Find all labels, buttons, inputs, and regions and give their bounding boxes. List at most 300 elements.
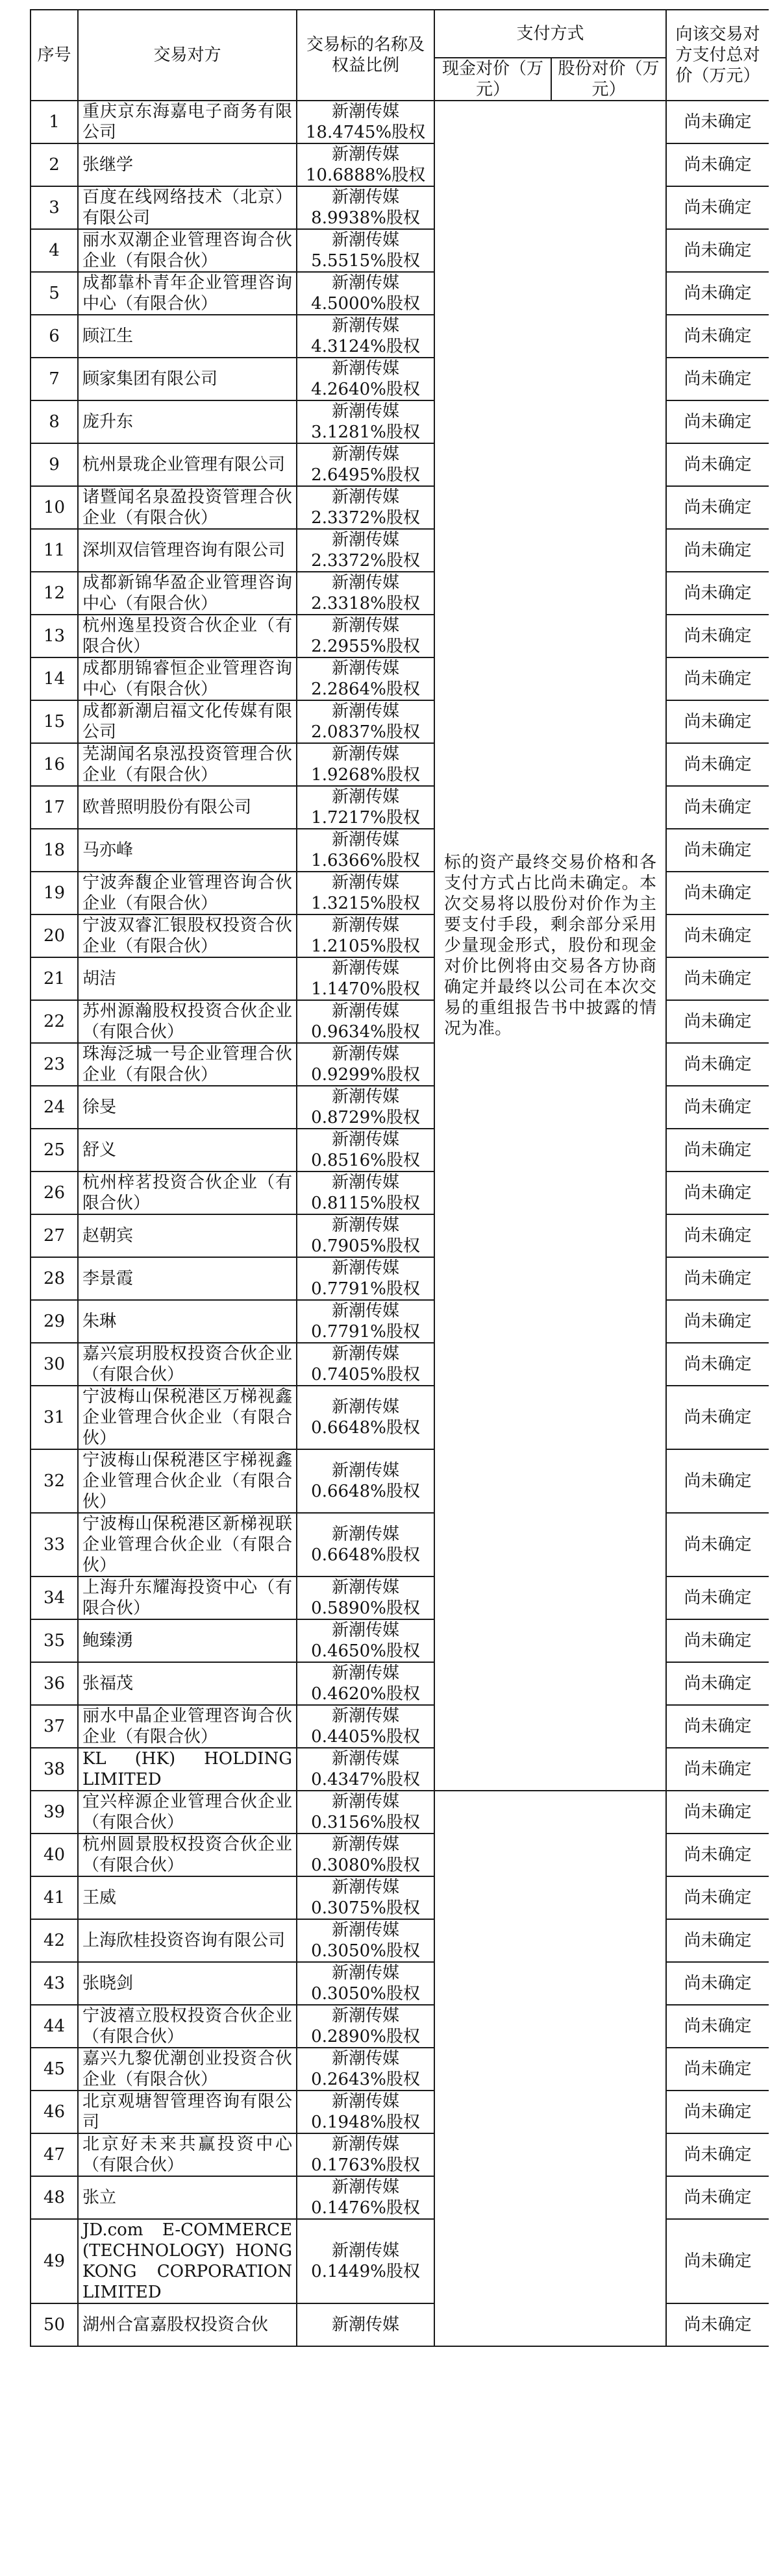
target-name: 新潮传媒 [331, 1087, 399, 1107]
row-seq: 29 [31, 1300, 78, 1343]
row-target [297, 2176, 434, 2219]
row-seq: 20 [31, 914, 78, 957]
row-target [297, 1662, 434, 1705]
row-counterparty: 张晓剑 [78, 1962, 297, 2005]
row-total: 尚未确定 [666, 2176, 769, 2219]
target-name: 新潮传媒 [331, 2006, 399, 2026]
header-cash: 现金对价（万元） [434, 58, 551, 101]
target-name: 新潮传媒 [331, 1878, 399, 1897]
row-total: 尚未确定 [666, 957, 769, 1000]
target-ratio: 0.1948%股权 [311, 2113, 420, 2132]
row-total: 尚未确定 [666, 315, 769, 358]
row-seq: 13 [31, 615, 78, 657]
row-target [297, 272, 434, 315]
row-total: 尚未确定 [666, 1171, 769, 1214]
target-name: 新潮传媒 [331, 2315, 399, 2335]
target-name: 新潮传媒 [331, 1963, 399, 1983]
row-total: 尚未确定 [666, 1129, 769, 1171]
row-target [297, 315, 434, 358]
target-name: 新潮传媒 [331, 316, 399, 336]
target-ratio: 0.6648%股权 [311, 1482, 420, 1501]
row-total: 尚未确定 [666, 1513, 769, 1576]
row-target [297, 615, 434, 657]
row-seq: 16 [31, 743, 78, 786]
row-total: 尚未确定 [666, 743, 769, 786]
row-counterparty: 嘉兴九黎优潮创业投资合伙企业（有限合伙） [78, 2048, 297, 2091]
row-seq: 15 [31, 700, 78, 743]
row-target [297, 1876, 434, 1919]
row-target [297, 143, 434, 186]
row-target [297, 2091, 434, 2133]
target-ratio: 1.3215%股权 [311, 894, 420, 913]
row-total: 尚未确定 [666, 143, 769, 186]
row-target [297, 400, 434, 443]
row-seq: 9 [31, 443, 78, 486]
row-counterparty: 马亦峰 [78, 829, 297, 872]
row-counterparty: 张继学 [78, 143, 297, 186]
row-seq: 22 [31, 1000, 78, 1043]
row-seq: 26 [31, 1171, 78, 1214]
row-total: 尚未确定 [666, 1576, 769, 1619]
target-ratio: 0.4650%股权 [311, 1641, 420, 1661]
row-total: 尚未确定 [666, 829, 769, 872]
row-target [297, 1576, 434, 1619]
row-seq: 7 [31, 358, 78, 400]
row-counterparty: 百度在线网络技术（北京）有限公司 [78, 186, 297, 229]
target-name: 新潮传媒 [331, 573, 399, 593]
target-name: 新潮传媒 [331, 1792, 399, 1811]
header-counterparty: 交易对方 [78, 10, 297, 101]
target-ratio: 10.6888%股权 [305, 166, 426, 185]
target-ratio: 0.5890%股权 [311, 1599, 420, 1618]
row-total: 尚未确定 [666, 872, 769, 914]
row-target [297, 229, 434, 272]
row-seq: 40 [31, 1834, 78, 1876]
row-seq: 41 [31, 1876, 78, 1919]
target-name: 新潮传媒 [331, 702, 399, 721]
row-total: 尚未确定 [666, 101, 769, 143]
row-total: 尚未确定 [666, 1214, 769, 1257]
row-total: 尚未确定 [666, 2219, 769, 2303]
row-seq: 34 [31, 1576, 78, 1619]
target-ratio: 0.7791%股权 [311, 1322, 420, 1342]
row-seq: 35 [31, 1619, 78, 1662]
row-counterparty: 丽水中晶企业管理咨询合伙企业（有限合伙） [78, 1705, 297, 1748]
row-total: 尚未确定 [666, 186, 769, 229]
row-counterparty: 宁波奔馥企业管理咨询合伙企业（有限合伙） [78, 872, 297, 914]
row-target [297, 1619, 434, 1662]
row-target [297, 486, 434, 529]
row-target [297, 1513, 434, 1576]
row-counterparty: 成都新潮启福文化传媒有限公司 [78, 700, 297, 743]
target-name: 新潮传媒 [331, 959, 399, 978]
row-total: 尚未确定 [666, 1043, 769, 1086]
row-seq: 1 [31, 101, 78, 143]
row-total: 尚未确定 [666, 615, 769, 657]
target-ratio: 0.8115%股权 [311, 1194, 420, 1213]
row-total: 尚未确定 [666, 1705, 769, 1748]
payment-method-note: 标的资产最终交易价格和各支付方式占比尚未确定。本次交易将以股份对价作为主要支付手段，剩余部分采用少量现金形式，股份和现金对价比例将由交易各方协商确定并最终以公司在本次交易的重组报告书中披露的情况为准。 [434, 101, 666, 1791]
row-counterparty: 苏州源瀚股权投资合伙企业（有限合伙） [78, 1000, 297, 1043]
row-counterparty: 鲍臻湧 [78, 1619, 297, 1662]
target-ratio: 4.3124%股权 [311, 337, 420, 356]
row-total: 尚未确定 [666, 1086, 769, 1129]
row-seq: 3 [31, 186, 78, 229]
row-seq: 33 [31, 1513, 78, 1576]
target-ratio: 1.2105%股权 [311, 937, 420, 956]
row-counterparty: 珠海泛城一号企业管理合伙企业（有限合伙） [78, 1043, 297, 1086]
target-name: 新潮传媒 [331, 1044, 399, 1064]
target-ratio: 5.5515%股权 [311, 251, 420, 271]
row-target [297, 1834, 434, 1876]
table-body [31, 101, 769, 2346]
row-total: 尚未确定 [666, 358, 769, 400]
target-ratio: 4.5000%股权 [311, 294, 420, 313]
target-name: 新潮传媒 [331, 873, 399, 892]
row-target [297, 829, 434, 872]
target-name: 新潮传媒 [331, 1621, 399, 1640]
row-counterparty: 上海欣桂投资咨询有限公司 [78, 1919, 297, 1962]
target-name: 新潮传媒 [331, 530, 399, 550]
row-seq: 4 [31, 229, 78, 272]
row-target [297, 1214, 434, 1257]
target-name: 新潮传媒 [331, 1663, 399, 1683]
target-ratio: 2.6495%股权 [311, 465, 420, 485]
target-ratio: 0.4405%股权 [311, 1727, 420, 1747]
row-counterparty: 宁波双睿汇银股权投资合伙企业（有限合伙） [78, 914, 297, 957]
row-seq: 48 [31, 2176, 78, 2219]
row-target [297, 1705, 434, 1748]
table-row [31, 1791, 769, 1834]
target-ratio: 0.4347%股权 [311, 1770, 420, 1789]
target-ratio: 0.3050%股权 [311, 1984, 420, 2004]
header-total: 向该交易对方支付总对价（万元） [666, 10, 769, 101]
target-name: 新潮传媒 [331, 1749, 399, 1769]
payment-method-note [434, 1791, 666, 2346]
row-seq: 49 [31, 2219, 78, 2303]
row-counterparty: 杭州景珑企业管理有限公司 [78, 443, 297, 486]
row-total: 尚未确定 [666, 657, 769, 700]
row-target [297, 872, 434, 914]
row-counterparty: 顾家集团有限公司 [78, 358, 297, 400]
target-name: 新潮传媒 [331, 230, 399, 250]
row-counterparty: 成都新锦华盈企业管理咨询中心（有限合伙） [78, 572, 297, 615]
target-ratio: 0.7791%股权 [311, 1279, 420, 1299]
target-name: 新潮传媒 [331, 1173, 399, 1192]
row-counterparty: 宁波梅山保税港区万梯视鑫企业管理合伙企业（有限合伙） [78, 1386, 297, 1449]
row-seq: 6 [31, 315, 78, 358]
row-target [297, 1791, 434, 1834]
row-total: 尚未确定 [666, 529, 769, 572]
row-seq: 8 [31, 400, 78, 443]
row-counterparty: 宁波梅山保税港区新梯视联企业管理合伙企业（有限合伙） [78, 1513, 297, 1576]
row-counterparty: 张福茂 [78, 1662, 297, 1705]
row-target [297, 914, 434, 957]
row-target [297, 786, 434, 829]
row-target [297, 1449, 434, 1513]
target-ratio: 1.1470%股权 [311, 979, 420, 999]
row-counterparty: 北京观塘智管理咨询有限公司 [78, 2091, 297, 2133]
target-name: 新潮传媒 [331, 145, 399, 164]
row-seq: 38 [31, 1748, 78, 1791]
row-target [297, 2005, 434, 2048]
row-seq: 32 [31, 1449, 78, 1513]
target-name: 新潮传媒 [331, 273, 399, 293]
row-target [297, 2303, 434, 2346]
row-seq: 47 [31, 2133, 78, 2176]
row-seq: 31 [31, 1386, 78, 1449]
row-seq: 36 [31, 1662, 78, 1705]
row-target [297, 186, 434, 229]
row-total: 尚未确定 [666, 2091, 769, 2133]
target-ratio: 0.1449%股权 [311, 2262, 420, 2281]
row-total: 尚未确定 [666, 1791, 769, 1834]
row-target [297, 1919, 434, 1962]
target-ratio: 1.6366%股权 [311, 851, 420, 870]
row-total: 尚未确定 [666, 2048, 769, 2091]
target-ratio: 0.7405%股权 [311, 1365, 420, 1384]
row-total: 尚未确定 [666, 1000, 769, 1043]
target-ratio: 0.3156%股权 [311, 1813, 420, 1832]
target-name: 新潮传媒 [331, 2177, 399, 2197]
row-total: 尚未确定 [666, 272, 769, 315]
row-target [297, 1171, 434, 1214]
row-total: 尚未确定 [666, 1962, 769, 2005]
row-seq: 5 [31, 272, 78, 315]
target-name: 新潮传媒 [331, 2092, 399, 2111]
row-seq: 17 [31, 786, 78, 829]
row-total: 尚未确定 [666, 1300, 769, 1343]
target-name: 新潮传媒 [331, 916, 399, 935]
row-counterparty: 朱琳 [78, 1300, 297, 1343]
row-target [297, 101, 434, 143]
row-counterparty: 上海升东耀海投资中心（有限合伙） [78, 1576, 297, 1619]
target-name: 新潮传媒 [331, 1706, 399, 1726]
target-ratio: 2.3372%股权 [311, 551, 420, 570]
target-name: 新潮传媒 [331, 659, 399, 678]
row-total: 尚未确定 [666, 1919, 769, 1962]
header-share: 股份对价（万元） [551, 58, 666, 101]
row-counterparty: 王威 [78, 1876, 297, 1919]
row-seq: 44 [31, 2005, 78, 2048]
target-ratio: 0.2890%股权 [311, 2027, 420, 2046]
row-counterparty: 胡洁 [78, 957, 297, 1000]
row-total: 尚未确定 [666, 1662, 769, 1705]
table-row [31, 101, 769, 143]
row-counterparty: 嘉兴宸玥股权投资合伙企业（有限合伙） [78, 1343, 297, 1386]
row-target [297, 358, 434, 400]
target-name: 新潮传媒 [331, 1461, 399, 1480]
row-target [297, 2133, 434, 2176]
row-counterparty: 杭州梓茗投资合伙企业（有限合伙） [78, 1171, 297, 1214]
row-seq: 46 [31, 2091, 78, 2133]
row-counterparty: 成都朋锦睿恒企业管理咨询中心（有限合伙） [78, 657, 297, 700]
row-seq: 43 [31, 1962, 78, 2005]
target-name: 新潮传媒 [331, 1301, 399, 1321]
target-name: 新潮传媒 [331, 1525, 399, 1544]
row-total: 尚未确定 [666, 400, 769, 443]
row-seq: 21 [31, 957, 78, 1000]
row-total: 尚未确定 [666, 1449, 769, 1513]
row-counterparty: 北京好未来共赢投资中心（有限合伙） [78, 2133, 297, 2176]
target-name: 新潮传媒 [331, 1578, 399, 1597]
row-counterparty: KL (HK) HOLDING LIMITED [78, 1748, 297, 1791]
target-ratio: 0.1476%股权 [311, 2198, 420, 2218]
target-name: 新潮传媒 [331, 445, 399, 464]
row-seq: 24 [31, 1086, 78, 1129]
target-name: 新潮传媒 [331, 2241, 399, 2261]
row-counterparty: 庞升东 [78, 400, 297, 443]
row-target [297, 1043, 434, 1086]
row-target [297, 1386, 434, 1449]
target-ratio: 0.8516%股权 [311, 1151, 420, 1170]
row-seq: 12 [31, 572, 78, 615]
row-total: 尚未确定 [666, 2303, 769, 2346]
header-payment-method: 支付方式 [434, 10, 666, 58]
target-ratio: 0.9634%股权 [311, 1022, 420, 1042]
row-total: 尚未确定 [666, 786, 769, 829]
row-seq: 18 [31, 829, 78, 872]
header-seq: 序号 [31, 10, 78, 101]
row-counterparty: 诸暨闻名泉盈投资管理合伙企业（有限合伙） [78, 486, 297, 529]
target-name: 新潮传媒 [331, 744, 399, 764]
row-seq: 23 [31, 1043, 78, 1086]
row-total: 尚未确定 [666, 1343, 769, 1386]
target-name: 新潮传媒 [331, 1001, 399, 1021]
target-ratio: 0.6648%股权 [311, 1418, 420, 1438]
row-total: 尚未确定 [666, 486, 769, 529]
row-counterparty: 徐旻 [78, 1086, 297, 1129]
row-target [297, 572, 434, 615]
target-ratio: 1.9268%股权 [311, 765, 420, 785]
row-target [297, 1000, 434, 1043]
target-name: 新潮传媒 [331, 188, 399, 207]
row-seq: 11 [31, 529, 78, 572]
target-name: 新潮传媒 [331, 787, 399, 807]
row-target [297, 700, 434, 743]
row-total: 尚未确定 [666, 914, 769, 957]
row-target [297, 1962, 434, 2005]
row-total: 尚未确定 [666, 2005, 769, 2048]
target-name: 新潮传媒 [331, 1397, 399, 1417]
target-name: 新潮传媒 [331, 2049, 399, 2068]
target-ratio: 8.9938%股权 [311, 208, 420, 228]
target-ratio: 2.0837%股权 [311, 722, 420, 742]
target-ratio: 18.4745%股权 [305, 123, 426, 142]
row-seq: 10 [31, 486, 78, 529]
target-name: 新潮传媒 [331, 1920, 399, 1940]
target-name: 新潮传媒 [331, 102, 399, 121]
row-counterparty: 丽水双潮企业管理咨询合伙企业（有限合伙） [78, 229, 297, 272]
target-name: 新潮传媒 [331, 487, 399, 507]
target-ratio: 2.3372%股权 [311, 508, 420, 528]
row-counterparty: 芜湖闻名泉泓投资管理合伙企业（有限合伙） [78, 743, 297, 786]
row-target [297, 1086, 434, 1129]
row-target [297, 1343, 434, 1386]
row-counterparty: 杭州逸星投资合伙企业（有限合伙） [78, 615, 297, 657]
row-total: 尚未确定 [666, 700, 769, 743]
row-seq: 30 [31, 1343, 78, 1386]
row-seq: 50 [31, 2303, 78, 2346]
row-target [297, 1748, 434, 1791]
target-ratio: 3.1281%股权 [311, 423, 420, 442]
target-ratio: 2.3318%股权 [311, 594, 420, 613]
row-counterparty: 李景霞 [78, 1257, 297, 1300]
target-ratio: 4.2640%股权 [311, 380, 420, 399]
target-ratio: 0.3050%股权 [311, 1941, 420, 1961]
row-counterparty: 成都靠朴青年企业管理咨询中心（有限合伙） [78, 272, 297, 315]
row-counterparty: 杭州圆景股权投资合伙企业（有限合伙） [78, 1834, 297, 1876]
target-name: 新潮传媒 [331, 402, 399, 421]
row-counterparty: 欧普照明股份有限公司 [78, 786, 297, 829]
row-seq: 2 [31, 143, 78, 186]
row-total: 尚未确定 [666, 229, 769, 272]
target-ratio: 0.3080%股权 [311, 1856, 420, 1875]
target-name: 新潮传媒 [331, 1216, 399, 1235]
row-seq: 37 [31, 1705, 78, 1748]
target-ratio: 0.8729%股权 [311, 1108, 420, 1127]
row-seq: 42 [31, 1919, 78, 1962]
target-name: 新潮传媒 [331, 1130, 399, 1149]
row-seq: 14 [31, 657, 78, 700]
target-name: 新潮传媒 [331, 2135, 399, 2154]
target-ratio: 0.6648%股权 [311, 1545, 420, 1565]
row-counterparty: 湖州合富嘉股权投资合伙 [78, 2303, 297, 2346]
row-total: 尚未确定 [666, 1834, 769, 1876]
target-ratio: 2.2864%股权 [311, 680, 420, 699]
target-ratio: 2.2955%股权 [311, 637, 420, 656]
row-counterparty: 宁波禧立股权投资合伙企业（有限合伙） [78, 2005, 297, 2048]
transaction-table-container [30, 9, 769, 2576]
row-seq: 25 [31, 1129, 78, 1171]
target-ratio: 1.7217%股权 [311, 808, 420, 828]
target-name: 新潮传媒 [331, 830, 399, 850]
row-target [297, 957, 434, 1000]
row-counterparty: 赵朝宾 [78, 1214, 297, 1257]
target-ratio: 0.1763%股权 [311, 2155, 420, 2175]
row-total: 尚未确定 [666, 443, 769, 486]
target-name: 新潮传媒 [331, 1258, 399, 1278]
row-seq: 19 [31, 872, 78, 914]
row-counterparty: 重庆京东海嘉电子商务有限公司 [78, 101, 297, 143]
row-target [297, 443, 434, 486]
row-total: 尚未确定 [666, 1748, 769, 1791]
row-target [297, 1300, 434, 1343]
target-ratio: 0.9299%股权 [311, 1065, 420, 1085]
target-name: 新潮传媒 [331, 359, 399, 378]
row-total: 尚未确定 [666, 1619, 769, 1662]
row-target [297, 1129, 434, 1171]
row-target [297, 657, 434, 700]
target-name: 新潮传媒 [331, 1344, 399, 1364]
target-name: 新潮传媒 [331, 1835, 399, 1854]
transaction-table [30, 9, 769, 2347]
row-total: 尚未确定 [666, 2133, 769, 2176]
row-target [297, 1257, 434, 1300]
row-total: 尚未确定 [666, 1257, 769, 1300]
row-counterparty: 舒义 [78, 1129, 297, 1171]
row-counterparty: 深圳双信管理咨询有限公司 [78, 529, 297, 572]
row-target [297, 2219, 434, 2303]
row-seq: 45 [31, 2048, 78, 2091]
target-ratio: 0.3075%股权 [311, 1898, 420, 1918]
row-total: 尚未确定 [666, 572, 769, 615]
row-total: 尚未确定 [666, 1876, 769, 1919]
row-target [297, 743, 434, 786]
target-name: 新潮传媒 [331, 616, 399, 635]
row-counterparty: 宜兴梓源企业管理合伙企业（有限合伙） [78, 1791, 297, 1834]
target-ratio: 0.7905%股权 [311, 1236, 420, 1256]
